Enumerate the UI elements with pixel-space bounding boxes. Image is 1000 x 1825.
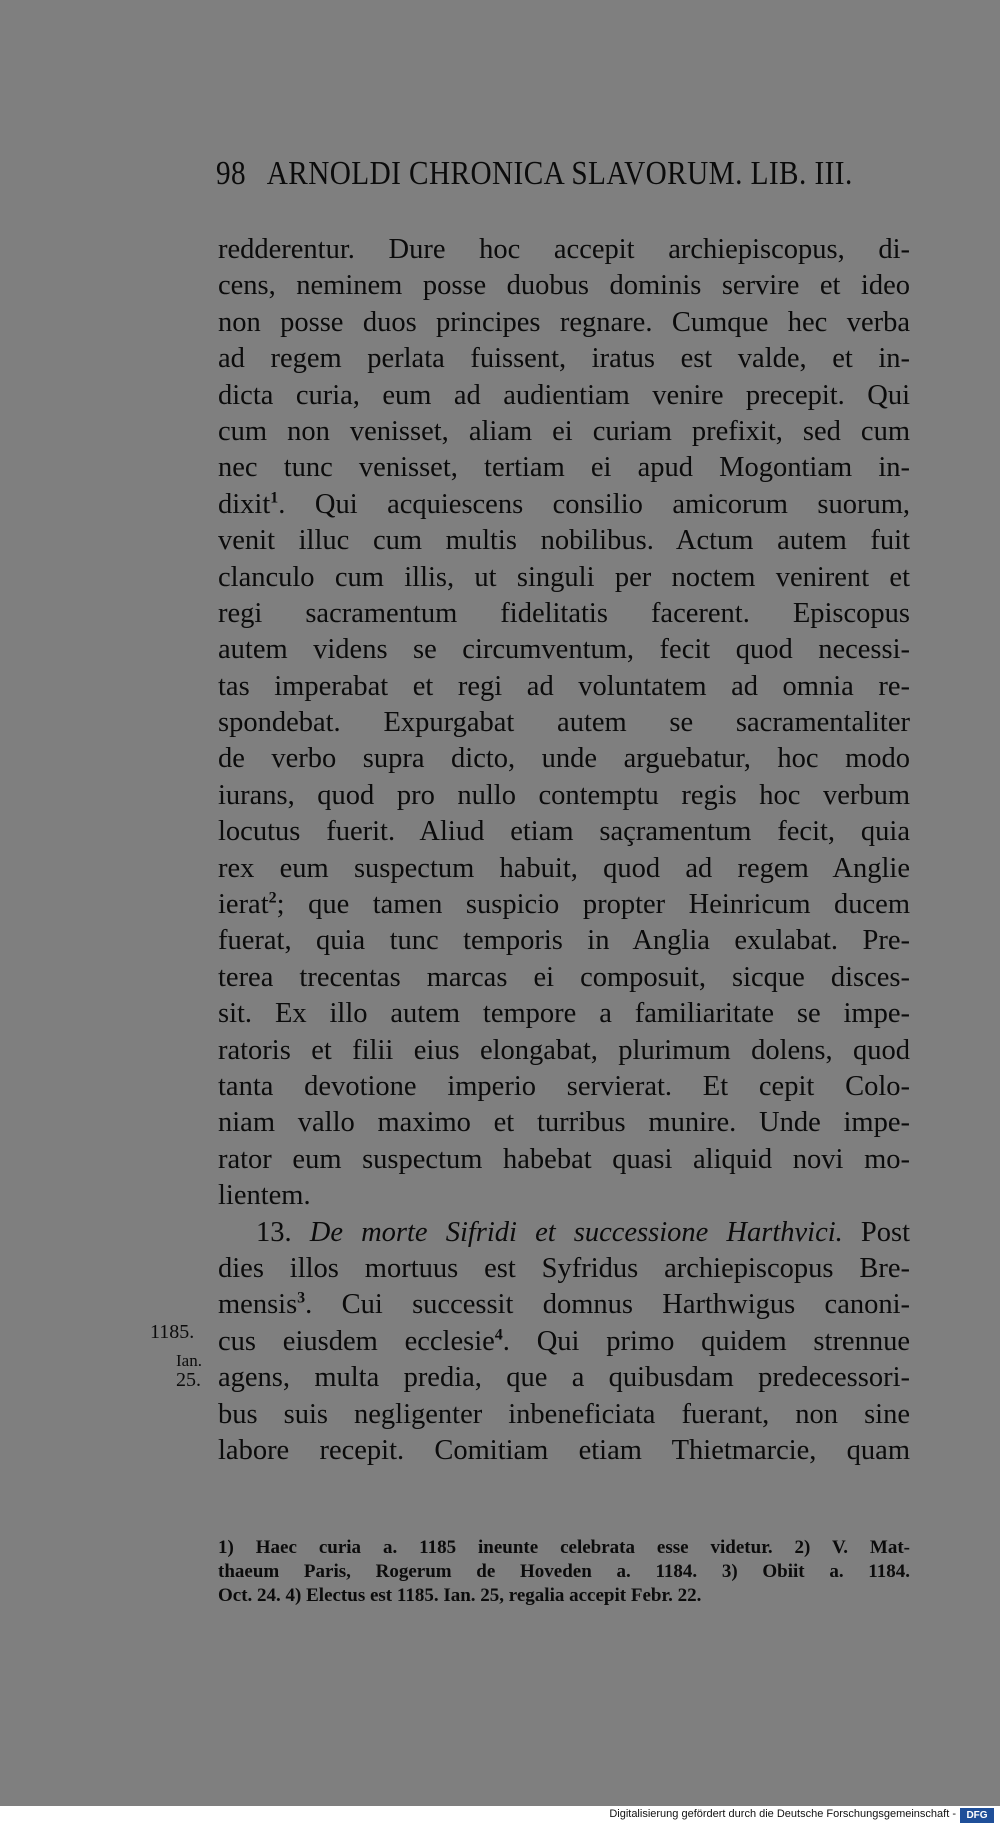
main-text [218,232,910,1469]
text-line: tanta devotione imperio servierat. Et cepit Colo- [218,1070,910,1102]
text-line: niam vallo maximo et turribus munire. Unde impe- [218,1107,910,1139]
text-line: rator eum suspectum habebat quasi aliquid novi mo- [218,1143,910,1175]
text-line: cum non venisset, aliam ei curiam prefixit, sed cum [218,415,910,447]
text-fragment: ; que tamen suspicio propter Heinricum ducem [276,889,910,921]
text-line: dies illos mortuus est Syfridus archiepiscopus Bre- [218,1252,910,1284]
text-fragment: ierat [218,889,269,921]
chapter-title: De morte Sifridi et successione Harthvici. [309,1216,843,1248]
page-number: 98 [216,155,247,192]
text-line: de verbo supra dicto, unde arguebatur, hoc modo [218,743,910,775]
text-fragment: Qui acquiescens consilio amicorum suorum, [314,488,910,520]
footnote-mark: 2 [268,889,277,907]
text-line: cens, neminem posse duobus dominis servire et ideo [218,270,910,302]
text-line: iurans, quod pro nullo contemptu regis hoc verbum [218,779,910,811]
chapter-number: 13. [256,1216,292,1248]
footnote-mark: 3 [297,1289,306,1307]
funding-credit: Digitalisierung gefördert durch die Deutsche Forschungsgemeinschaft - [609,1808,956,1820]
footnote-line: 1) Haec curia a. 1185 ineunte celebrata esse videtur. 2) V. Mat- [218,1537,910,1558]
margin-note-month: Ian. [176,1351,202,1370]
margin-note-day: 25. [176,1369,201,1391]
footnote-line: thaeum Paris, Rogerum de Hoveden a. 1184. 3) Obiit a. 1184. [218,1561,910,1582]
text-line: fuerat, quia tunc temporis in Anglia exulabat. Pre- [218,925,910,957]
text-line [218,887,910,923]
digitization-footer [0,1806,1000,1825]
text-fragment: . Qui primo quidem strennue [502,1325,910,1357]
text-line: rex eum suspectum habuit, quod ad regem Anglie [218,852,910,884]
text-line: lientem. [218,1180,311,1212]
text-line: spondebat. Expurgabat autem se sacramentaliter [218,707,910,739]
text-line: regi sacramentum fidelitatis facerent. Episcopus [218,597,910,629]
text-line: agens, multa predia, que a quibusdam predecessori- [218,1362,910,1394]
footnote-mark: 4 [494,1326,503,1344]
text-line: ratoris et filii eius elongabat, plurimum dolens, quod [218,1034,910,1066]
text-line: autem videns se circumventum, fecit quod necessi- [218,634,910,666]
text-line: sit. Ex illo autem tempore a familiaritate se impe- [218,998,910,1030]
running-header [216,155,853,193]
text-line: nec tunc venisset, tertiam ei apud Mogontiam in- [218,452,910,484]
chapter-heading-line [218,1215,910,1251]
text-line [218,1324,910,1360]
margin-note-year: 1185. [150,1321,195,1343]
text-fragment: dixit [218,488,271,520]
running-title: ARNOLDI CHRONICA SLAVORUM. LIB. III. [266,155,853,192]
text-line: terea trecentas marcas ei composuit, sicque disces- [218,961,910,993]
text-line: dicta curia, eum ad audientiam venire precepit. Qui [218,379,910,411]
footnote-line: Oct. 24. 4) Electus est 1185. Ian. 25, regalia accepit Febr. 22. [218,1585,702,1606]
text-line: bus suis negligenter inbeneficiata fuerant, non sine [218,1398,910,1430]
text-line: redderentur. Dure hoc accepit archiepiscopus, di- [218,234,910,265]
text-line: non posse duos principes regnare. Cumque hec verba [218,306,910,338]
text-line: locutus fuerit. Aliud etiam saçramentum fecit, quia [218,816,910,848]
text-line: clanculo cum illis, ut singuli per noctem venirent et [218,561,910,593]
footnotes [218,1536,910,1608]
text-fragment: mensis [218,1289,298,1321]
text-line: dixit$^1$. Qui acquiescens consilio amicorum suorum, [218,488,910,520]
text-fragment: cus eiusdem ecclesie [218,1325,495,1357]
text-line: tas imperabat et regi ad voluntatem ad omnia re- [218,670,910,702]
text-fragment: Post [860,1216,911,1248]
text-line: venit illuc cum multis nobilibus. Actum autem fuit [218,525,910,557]
text-fragment: . Cui successit domnus Harthwigus canoni- [305,1289,910,1321]
text-line [218,1287,910,1323]
text-line: ad regem perlata fuissent, iratus est valde, et in- [218,343,910,375]
dfg-logo: DFG [960,1808,994,1823]
footnote-mark: 1 [270,489,279,507]
text-line: labore recepit. Comitiam etiam Thietmarcie, quam [218,1434,910,1466]
